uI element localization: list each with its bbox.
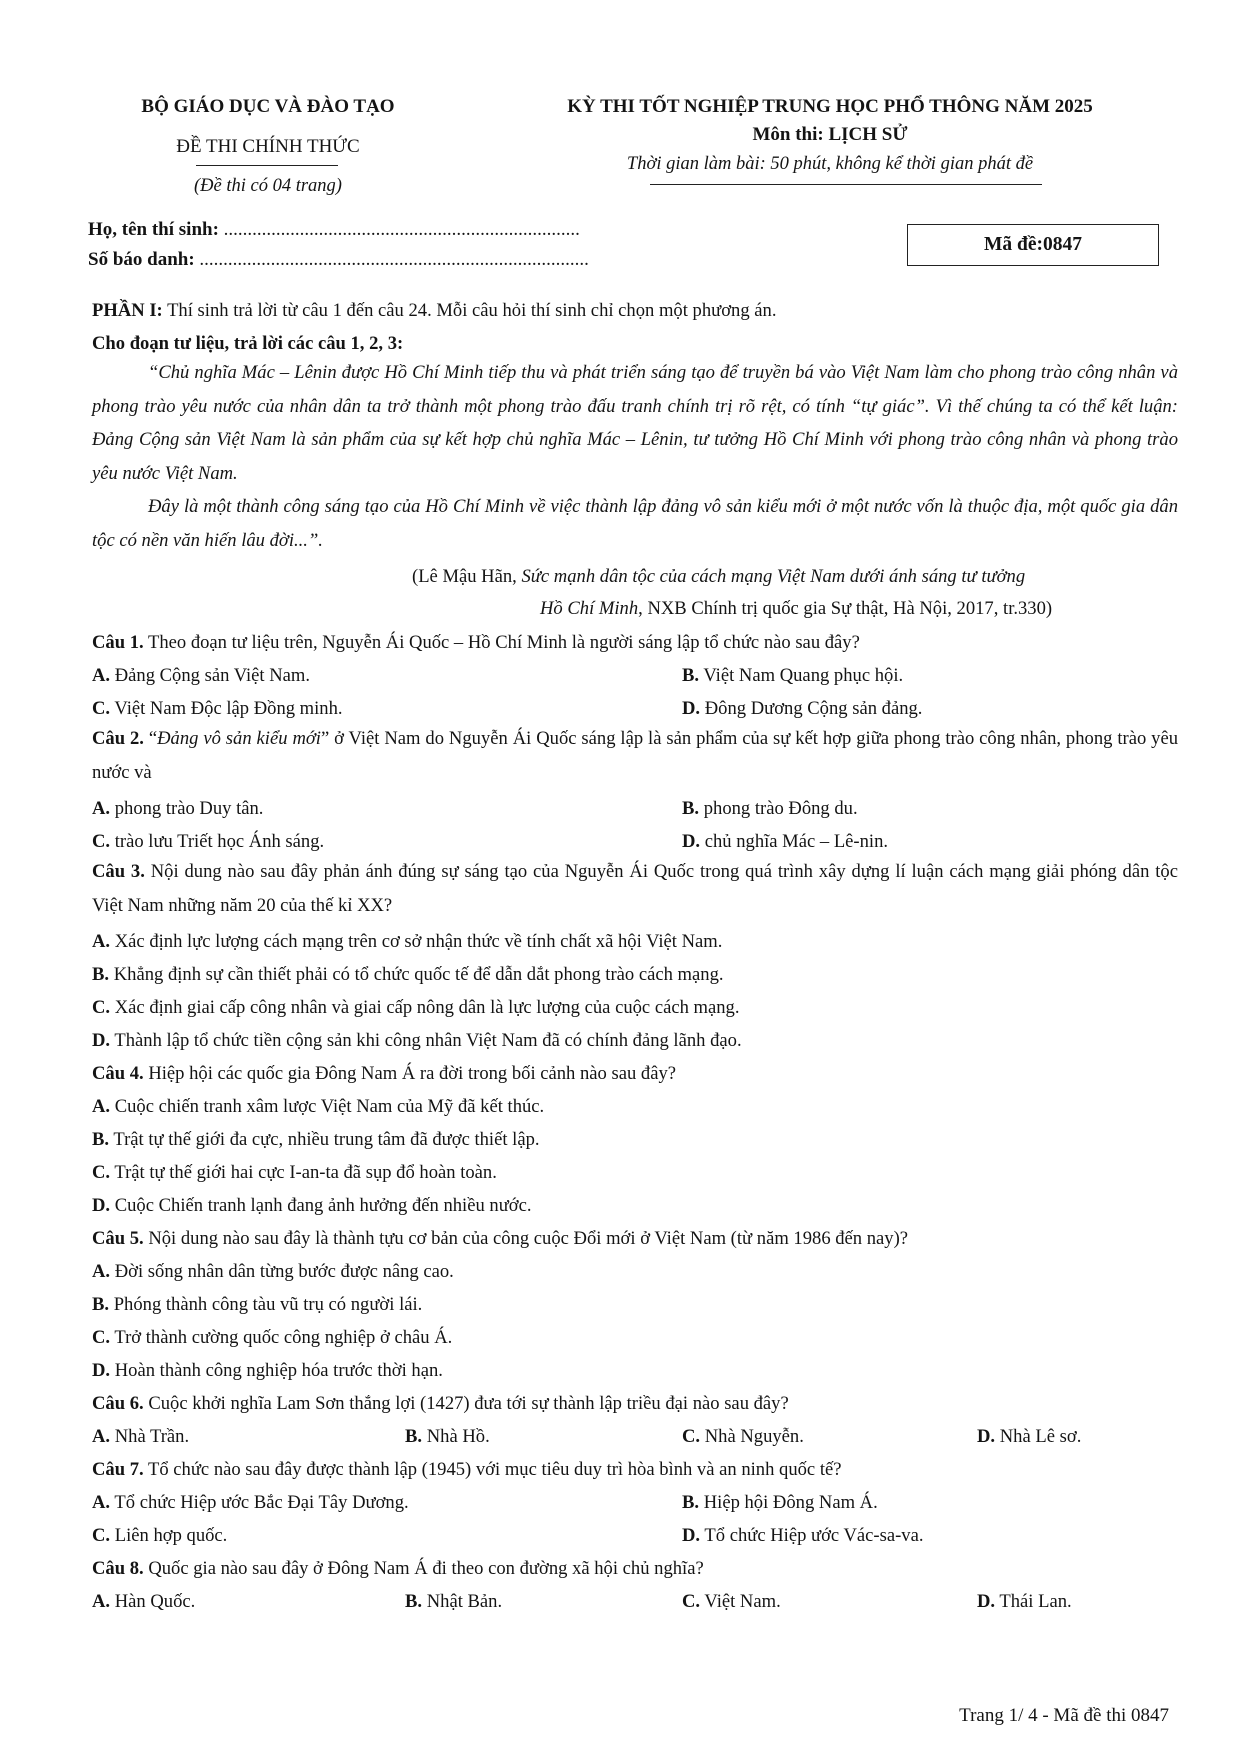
question-7	[92, 1459, 842, 1481]
option-text: Trở thành cường quốc công nghiệp ở châu Á.	[114, 1327, 453, 1348]
subject-label: Môn thi:	[752, 124, 829, 145]
question-1-label: Câu 1.	[92, 632, 144, 653]
option-text: Nhà Nguyễn.	[704, 1426, 804, 1447]
header-left-rule	[196, 165, 338, 166]
q5-option-b[interactable]	[92, 1294, 422, 1316]
option-letter: A.	[92, 798, 111, 819]
option-text: Việt Nam.	[704, 1591, 781, 1612]
question-4	[92, 1063, 676, 1085]
option-text: Đông Dương Cộng sản đảng.	[704, 698, 923, 719]
option-letter: D.	[977, 1426, 996, 1447]
q6-option-a[interactable]	[92, 1426, 189, 1448]
question-3	[92, 855, 1178, 922]
q2-option-b[interactable]	[682, 798, 858, 820]
option-text: phong trào Đông du.	[703, 798, 858, 819]
question-2-text-a: “	[143, 728, 158, 749]
option-letter: D.	[92, 1360, 111, 1381]
q8-option-d[interactable]	[977, 1591, 1072, 1613]
option-letter: A.	[92, 1426, 111, 1447]
candidate-name-dots: ...........................................................................	[223, 219, 580, 240]
option-text: Việt Nam Độc lập Đồng minh.	[114, 698, 343, 719]
option-letter: A.	[92, 1261, 111, 1282]
subject-name: LỊCH SỬ	[828, 124, 908, 145]
option-text: Liên hợp quốc.	[114, 1525, 228, 1546]
option-letter: C.	[92, 1327, 111, 1348]
option-text: Đảng Cộng sản Việt Nam.	[114, 665, 311, 686]
part1-instruction-text: Thí sinh trả lời từ câu 1 đến câu 24. Mỗi câu hỏi thí sinh chỉ chọn một phương án.	[162, 300, 777, 321]
question-2	[92, 722, 1178, 789]
question-8-text: Quốc gia nào sau đây ở Đông Nam Á đi theo con đường xã hội chủ nghĩa?	[143, 1558, 704, 1579]
option-letter: A.	[92, 1591, 111, 1612]
official-exam-label: ĐỀ THI CHÍNH THỨC	[176, 136, 360, 157]
option-text: Nhà Lê sơ.	[999, 1426, 1082, 1447]
option-text: Hiệp hội Đông Nam Á.	[703, 1492, 878, 1513]
option-text: Nhật Bản.	[426, 1591, 503, 1612]
question-2-label: Câu 2.	[92, 728, 144, 749]
option-letter: A.	[92, 665, 111, 686]
q7-option-b[interactable]	[682, 1492, 878, 1514]
header-right-rule	[650, 184, 1042, 185]
ministry-name: BỘ GIÁO DỤC VÀ ĐÀO TẠO	[141, 96, 395, 117]
citation-title-part1: Sức mạnh dân tộc của cách mạng Việt Nam dưới ánh sáng tư tưởng	[521, 566, 1026, 587]
question-7-label: Câu 7.	[92, 1459, 144, 1480]
candidate-id-dots: ..................................................................................	[199, 249, 589, 270]
option-letter: C.	[682, 1426, 701, 1447]
option-text: Đời sống nhân dân từng bước được nâng cao.	[114, 1261, 454, 1282]
option-letter: B.	[92, 964, 110, 985]
q1-option-c[interactable]	[92, 698, 343, 720]
option-letter: D.	[92, 1030, 111, 1051]
exam-code: 0847	[1043, 234, 1083, 255]
exam-duration: Thời gian làm bài: 50 phút, không kể thời gian phát đề	[626, 154, 1034, 174]
option-text: Tổ chức Hiệp ước Vác-sa-va.	[704, 1525, 924, 1546]
question-1-text: Theo đoạn tư liệu trên, Nguyễn Ái Quốc – Hồ Chí Minh là người sáng lập tổ chức nào sau đây?	[143, 632, 860, 653]
q3-option-c[interactable]	[92, 997, 740, 1019]
question-4-label: Câu 4.	[92, 1063, 144, 1084]
q6-option-c[interactable]	[682, 1426, 804, 1448]
option-text: Thái Lan.	[999, 1591, 1072, 1612]
q6-option-b[interactable]	[405, 1426, 490, 1448]
option-text: Nhà Hồ.	[426, 1426, 490, 1447]
question-2-text-b: ” ở Việt Nam do Nguyễn Ái Quốc sáng lập là sản phẩm của sự kết hợp giữa phong trào công nhân, phong trào yêu nước và	[92, 728, 1179, 783]
q8-option-b[interactable]	[405, 1591, 502, 1613]
question-4-text: Hiệp hội các quốc gia Đông Nam Á ra đời trong bối cảnh nào sau đây?	[143, 1063, 677, 1084]
option-text: Trật tự thế giới hai cực I-an-ta đã sụp đổ hoàn toàn.	[114, 1162, 497, 1183]
question-6	[92, 1393, 789, 1415]
q4-option-c[interactable]	[92, 1162, 497, 1184]
subject-line	[500, 124, 1160, 146]
question-8-label: Câu 8.	[92, 1558, 144, 1579]
question-6-text: Cuộc khởi nghĩa Lam Sơn thắng lợi (1427) đưa tới sự thành lập triều đại nào sau đây?	[143, 1393, 789, 1414]
q7-option-c[interactable]	[92, 1525, 227, 1547]
question-6-label: Câu 6.	[92, 1393, 144, 1414]
option-letter: D.	[92, 1195, 111, 1216]
q1-option-b[interactable]	[682, 665, 903, 687]
q3-option-a[interactable]	[92, 931, 722, 953]
option-letter: C.	[92, 698, 111, 719]
q7-option-d[interactable]	[682, 1525, 924, 1547]
option-letter: B.	[682, 665, 700, 686]
question-3-label: Câu 3.	[92, 861, 145, 882]
option-text: Tổ chức Hiệp ước Bắc Đại Tây Dương.	[114, 1492, 409, 1513]
q5-option-a[interactable]	[92, 1261, 454, 1283]
option-letter: C.	[682, 1591, 701, 1612]
option-letter: C.	[92, 997, 111, 1018]
q8-option-a[interactable]	[92, 1591, 195, 1613]
option-text: Xác định lực lượng cách mạng trên cơ sở nhận thức về tính chất xã hội Việt Nam.	[114, 931, 723, 952]
passage-paragraph-1: “Chủ nghĩa Mác – Lênin được Hồ Chí Minh tiếp thu và phát triển sáng tạo để truyền bá vào Việt Nam làm cho phong trào công nhân và phong trào yêu nước của nhân dân ta trở thành một phong trào đấu tranh chính trị rõ rệt, có tính “tự giác”. Vì thế chúng ta có thể kết luận: Đảng Cộng sản Việt Nam là sản phẩm của sự kết hợp chủ nghĩa Mác – Lênin, tư tưởng Hồ Chí Minh với phong trào công nhân và phong trào yêu nước Việt Nam.	[92, 362, 1178, 484]
question-2-text-em: Đảng vô sản kiểu mới	[157, 728, 321, 749]
part1-instruction	[92, 300, 777, 322]
q1-option-a[interactable]	[92, 665, 310, 687]
citation-line-2	[540, 598, 1052, 620]
question-8	[92, 1558, 704, 1580]
option-letter: A.	[92, 931, 111, 952]
option-text: Cuộc Chiến tranh lạnh đang ảnh hưởng đến nhiều nước.	[114, 1195, 532, 1216]
q2-option-a[interactable]	[92, 798, 263, 820]
q7-option-a[interactable]	[92, 1492, 409, 1514]
page-count-note: (Đề thi có 04 trang)	[194, 176, 342, 196]
option-letter: D.	[682, 831, 701, 852]
exam-code-box	[907, 224, 1159, 266]
option-text: Cuộc chiến tranh xâm lược Việt Nam của Mỹ đã kết thúc.	[114, 1096, 545, 1117]
candidate-name-label: Họ, tên thí sinh:	[88, 219, 219, 240]
option-text: Khẳng định sự cần thiết phải có tổ chức quốc tế để dẫn dắt phong trào cách mạng.	[113, 964, 724, 985]
option-letter: B.	[92, 1294, 110, 1315]
q2-option-d[interactable]	[682, 831, 888, 853]
option-text: Xác định giai cấp công nhân và giai cấp nông dân là lực lượng của cuộc cách mạng.	[114, 997, 740, 1018]
q6-option-d[interactable]	[977, 1426, 1081, 1448]
option-text: chủ nghĩa Mác – Lê-nin.	[704, 831, 889, 852]
option-text: Trật tự thế giới đa cực, nhiều trung tâm đã được thiết lập.	[113, 1129, 540, 1150]
question-5	[92, 1228, 908, 1250]
option-letter: A.	[92, 1492, 111, 1513]
q4-option-d[interactable]	[92, 1195, 532, 1217]
citation-line-1	[412, 566, 1025, 588]
option-text: Phóng thành công tàu vũ trụ có người lái.	[113, 1294, 423, 1315]
part1-label: PHẦN I:	[92, 300, 163, 321]
candidate-name-line	[88, 219, 580, 241]
option-text: phong trào Duy tân.	[114, 798, 264, 819]
citation-author: (Lê Mậu Hãn,	[412, 566, 522, 587]
option-letter: B.	[405, 1426, 423, 1447]
passage-paragraph-2: Đây là một thành công sáng tạo của Hồ Chí Minh về việc thành lập đảng vô sản kiểu mới ở một nước vốn là thuộc địa, một quốc gia dân tộc có nền văn hiến lâu đời...”.	[92, 496, 1178, 551]
q3-option-d[interactable]	[92, 1030, 742, 1052]
q4-option-b[interactable]	[92, 1129, 540, 1151]
option-text: Thành lập tổ chức tiền cộng sản khi công nhân Việt Nam đã có chính đảng lãnh đạo.	[114, 1030, 742, 1051]
option-text: Hàn Quốc.	[114, 1591, 196, 1612]
option-text: Việt Nam Quang phục hội.	[703, 665, 904, 686]
citation-publisher: , NXB Chính trị quốc gia Sự thật, Hà Nội, 2017, tr.330)	[638, 598, 1053, 619]
q8-option-c[interactable]	[682, 1591, 781, 1613]
q3-option-b[interactable]	[92, 964, 724, 986]
option-letter: C.	[92, 1162, 111, 1183]
option-letter: A.	[92, 1096, 111, 1117]
question-1	[92, 632, 860, 654]
q5-option-d[interactable]	[92, 1360, 443, 1382]
passage-heading: Cho đoạn tư liệu, trả lời các câu 1, 2, 3:	[92, 333, 404, 354]
exam-title: KỲ THI TỐT NGHIỆP TRUNG HỌC PHỔ THÔNG NĂM 2025	[567, 96, 1093, 117]
question-7-text: Tổ chức nào sau đây được thành lập (1945) với mục tiêu duy trì hòa bình và an ninh quốc tế?	[143, 1459, 842, 1480]
question-3-text: Nội dung nào sau đây phản ánh đúng sự sáng tạo của Nguyễn Ái Quốc trong quá trình xây dựng lí luận cách mạng giải phóng dân tộc Việt Nam những năm 20 của thế kỉ XX?	[92, 861, 1178, 916]
question-5-label: Câu 5.	[92, 1228, 144, 1249]
option-letter: D.	[682, 1525, 701, 1546]
option-letter: D.	[682, 698, 701, 719]
q2-option-c[interactable]	[92, 831, 324, 853]
option-text: Nhà Trần.	[114, 1426, 190, 1447]
option-letter: B.	[682, 1492, 700, 1513]
exam-code-label: Mã đề:	[983, 234, 1044, 255]
option-letter: B.	[92, 1129, 110, 1150]
page-footer: Trang 1/ 4 - Mã đề thi 0847	[959, 1705, 1169, 1726]
candidate-id-label: Số báo danh:	[88, 249, 195, 270]
citation-title-part2: Hồ Chí Minh	[540, 598, 639, 619]
option-text: Hoàn thành công nghiệp hóa trước thời hạn.	[114, 1360, 443, 1381]
q5-option-c[interactable]	[92, 1327, 452, 1349]
option-letter: B.	[405, 1591, 423, 1612]
option-letter: C.	[92, 831, 111, 852]
option-letter: C.	[92, 1525, 111, 1546]
candidate-id-line	[88, 249, 589, 271]
question-5-text: Nội dung nào sau đây là thành tựu cơ bản của công cuộc Đổi mới ở Việt Nam (từ năm 1986 đến nay)?	[143, 1228, 909, 1249]
option-letter: D.	[977, 1591, 996, 1612]
q1-option-d[interactable]	[682, 698, 922, 720]
option-letter: B.	[682, 798, 700, 819]
option-text: trào lưu Triết học Ánh sáng.	[114, 831, 325, 852]
q4-option-a[interactable]	[92, 1096, 544, 1118]
